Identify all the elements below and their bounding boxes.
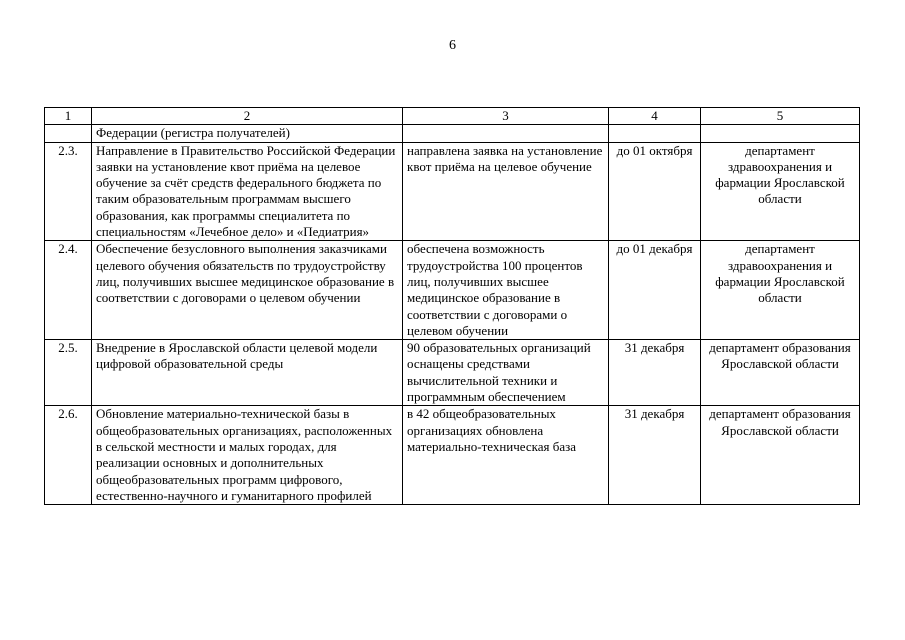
header-col-2: 2: [92, 108, 403, 125]
page-number: 6: [449, 38, 456, 53]
header-col-3: 3: [403, 108, 609, 125]
cell-responsible: департамент здравоохранения и фармации Ярославской области: [701, 241, 860, 340]
cell-number: 2.4.: [45, 241, 92, 340]
header-col-4: 4: [609, 108, 701, 125]
cell-responsible: департамент здравоохранения и фармации Ярославской области: [701, 142, 860, 241]
cell-number: 2.3.: [45, 142, 92, 241]
cell-empty: [701, 125, 860, 142]
cell-action: Федерации (регистра получателей): [92, 125, 403, 142]
cell-action: Обеспечение безусловного выполнения заказчиками целевого обучения обязательств по трудоустройству лиц, получивших высшее медицинское образование в соответствии с договорами о целевом обучении: [92, 241, 403, 340]
cell-empty: [609, 125, 701, 142]
cell-deadline: до 01 октября: [609, 142, 701, 241]
cell-result: в 42 общеобразовательных организациях обновлена материально-техническая база: [403, 406, 609, 505]
header-col-1: 1: [45, 108, 92, 125]
table-row-continuation: [45, 125, 860, 142]
table-row: [45, 340, 860, 406]
cell-result: обеспечена возможность трудоустройства 100 процентов лиц, получивших высшее медицинское образование в соответствии с договорами о целевом обучении: [403, 241, 609, 340]
table-header-row: [45, 108, 860, 125]
cell-responsible: департамент образования Ярославской области: [701, 340, 860, 406]
cell-empty: [45, 125, 92, 142]
table-row: [45, 406, 860, 505]
cell-deadline: 31 декабря: [609, 406, 701, 505]
cell-number: 2.6.: [45, 406, 92, 505]
table-row: [45, 142, 860, 241]
cell-number: 2.5.: [45, 340, 92, 406]
cell-empty: [403, 125, 609, 142]
cell-action: Внедрение в Ярославской области целевой модели цифровой образовательной среды: [92, 340, 403, 406]
cell-deadline: 31 декабря: [609, 340, 701, 406]
table-row: [45, 241, 860, 340]
cell-action: Направление в Правительство Российской Федерации заявки на установление квот приёма на целевое обучение за счёт средств федерального бюджета по таким образовательным программам высшего образования, как программы специалитета по специальностям «Лечебное дело» и «Педиатрия»: [92, 142, 403, 241]
cell-result: 90 образовательных организаций оснащены средствами вычислительной техники и программным обеспечением: [403, 340, 609, 406]
cell-deadline: до 01 декабря: [609, 241, 701, 340]
measures-table: [44, 107, 860, 505]
cell-action: Обновление материально-технической базы в общеобразовательных организациях, расположенных в сельской местности и малых городах, для реализации основных и дополнительных общеобразовательных программ цифрового, естественно-научного и гуманитарного профилей: [92, 406, 403, 505]
cell-result: направлена заявка на установление квот приёма на целевое обучение: [403, 142, 609, 241]
cell-responsible: департамент образования Ярославской области: [701, 406, 860, 505]
header-col-5: 5: [701, 108, 860, 125]
